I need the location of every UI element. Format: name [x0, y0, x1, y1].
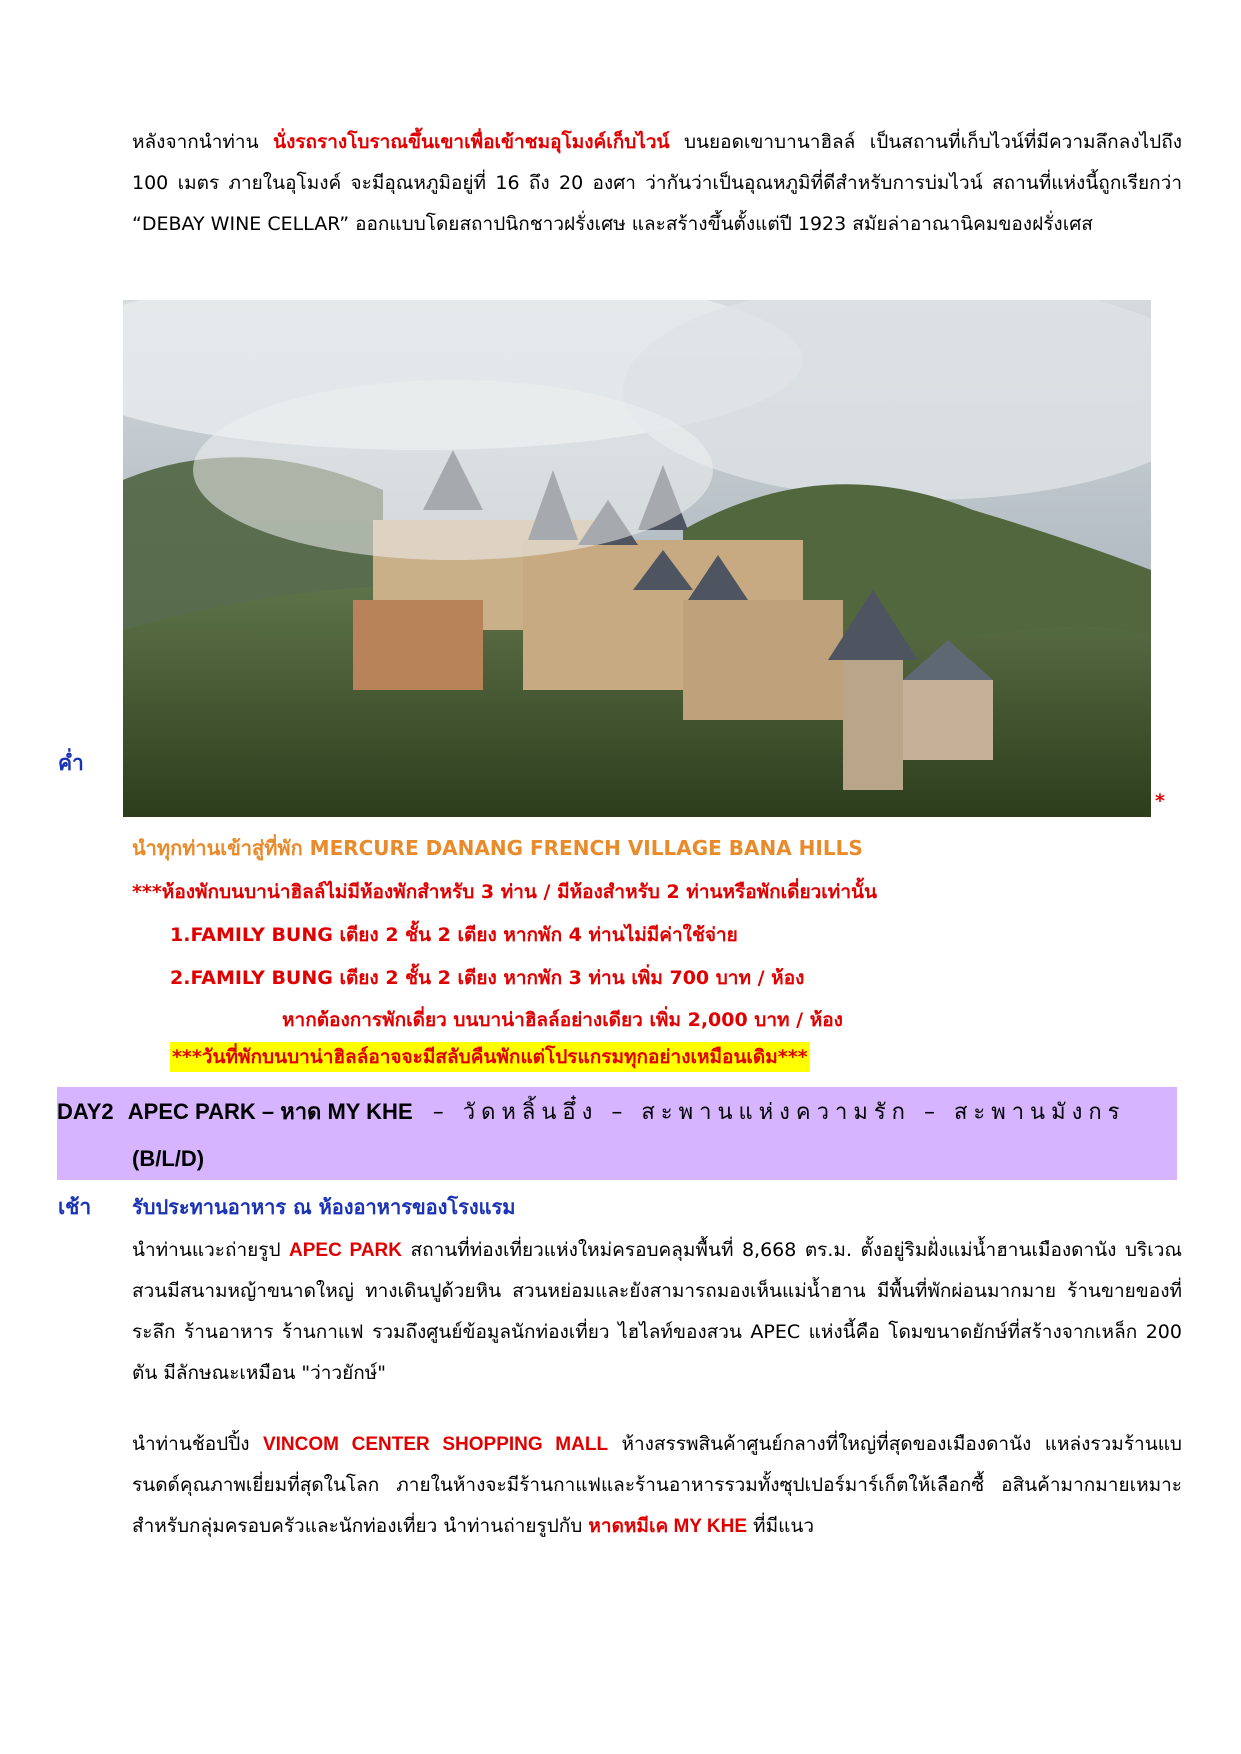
vincom-end: ที่มีแนว — [747, 1515, 814, 1537]
apec-rest: สถานที่ท่องเที่ยวแห่งใหม่ครอบคลุมพื้นที่ 8,668 ตร.ม. ตั้งอยู่ริมฝั่งแม่น้ำฮานเมืองดานัง บริเวณสวนมีสนามหญ้าขนาดใหญ่ ทางเดินปูด้วยหิน สวนหย่อมและยังสามารถมองเห็นแม่น้ำฮาน มีพื้นที่พักผ่อนมากมาย ร้านขายของที่ระลึก ร้านอาหาร ร้านกาแฟ รวมถึงศูนย์ข้อมูลนักท่องเที่ยว ไฮไลท์ของสวน APEC แห่งนี้คือ โดมขนาดยักษ์ที่สร้างจากเหล็ก 200 ตัน มีลักษณะเหมือน "ว่าวยักษ์" — [132, 1239, 1182, 1384]
room-option-2: 2.FAMILY BUNG เตียง 2 ชั้น 2 เตียง หากพัก 3 ท่าน เพิ่ม 700 บาท / ห้อง — [170, 967, 805, 989]
time-label-morning: เช้า — [58, 1195, 92, 1219]
vincom-pre: นำท่านช้อปปิ้ง — [132, 1433, 263, 1455]
room-note: ***ห้องพักบนบาน่าฮิลล์ไม่มีห้องพักสำหรับ 3 ท่าน / มีห้องสำหรับ 2 ท่านหรือพักเดี่ยวเท่านั้น — [132, 881, 877, 903]
bana-hills-photo — [123, 300, 1151, 817]
hotel-line: นำทุกท่านเข้าสู่ที่พัก MERCURE DANANG FRENCH VILLAGE BANA HILLS — [132, 836, 863, 860]
day2-title — [57, 1094, 1125, 1129]
day2-title-b: – วัดหลิ้นอึ๋ง – สะพานแห่งความรัก – สะพานมังกร — [432, 1100, 1126, 1125]
stay-swap-note: ***วันที่พักบนบาน่าฮิลล์อาจจะมีสลับคืนพักแต่โปรแกรมทุกอย่างเหมือนเดิม*** — [170, 1042, 810, 1072]
vincom-mid: ห้างสรรพสินค้าศูนย์กลางที่ใหญ่ที่สุดของเมืองดานัง แหล่งรวมร้านแบรนดด์คุณภาพเยี่ยมที่สุดในโลก ภายในห้างจะมีร้านกาแฟและร้านอาหารรวมทั้งซุปเปอร์มาร์เก็ตให้เลือกซื้ อสินค้ามากมายเหมาะสำหรับกลุ่มครอบครัวและนักท่องเที่ยว นำท่านถ่ายรูปกับ — [132, 1433, 1182, 1537]
apec-pre: นำท่านแวะถ่ายรูป — [132, 1239, 290, 1261]
intro-paragraph — [132, 122, 1182, 245]
room-option-1: 1.FAMILY BUNG เตียง 2 ชั้น 2 เตียง หากพัก 4 ท่านไม่มีค่าใช้จ่าย — [170, 924, 738, 946]
day2-title-a: APEC PARK – หาด MY KHE — [127, 1099, 413, 1124]
breakfast-heading: รับประทานอาหาร ณ ห้องอาหารของโรงแรม — [132, 1195, 516, 1219]
day2-label: DAY2 — [57, 1099, 114, 1124]
apec-paragraph — [132, 1230, 1182, 1394]
intro-highlight: นั่งรถรางโบราณขึ้นเขาเพื่อเข้าชมอุโมงค์เก็บไวน์ — [273, 131, 670, 153]
my-khe-highlight: หาดหมีเค MY KHE — [588, 1516, 747, 1537]
vincom-highlight: VINCOM CENTER SHOPPING MALL — [262, 1434, 609, 1455]
day2-meals: (B/L/D) — [132, 1146, 205, 1171]
single-room-note: หากต้องการพักเดี่ยว บนบาน่าฮิลล์อย่างเดียว เพิ่ม 2,000 บาท / ห้อง — [282, 1009, 843, 1031]
intro-text: หลังจากนำท่าน — [132, 131, 259, 153]
bana-hills-illustration — [123, 300, 1151, 817]
stray-asterisk: * — [1155, 790, 1165, 812]
intro-text-rest: บนยอดเขาบานาฮิลล์ เป็นสถานที่เก็บไวน์ที่มีความลึกลงไปถึง 100 เมตร ภายในอุโมงค์ จะมีอุณหภูมิอยู่ที่ 16 ถึง 20 องศา ว่ากันว่าเป็นอุณหภูมิที่ดีสำหรับการบ่มไวน์ สถานที่แห่งนี้ถูกเรียกว่า “DEBAY WINE CELLAR” ออกแบบโดยสถาปนิกชาวฝรั่งเศษ และสร้างขึ้นตั้งแต่ปี 1923 สมัยล่าอาณานิคมของฝรั่งเศส — [132, 131, 1182, 235]
apec-highlight: APEC PARK — [289, 1240, 402, 1261]
vincom-paragraph — [132, 1424, 1182, 1547]
time-label-evening: ค่ำ — [58, 751, 84, 775]
